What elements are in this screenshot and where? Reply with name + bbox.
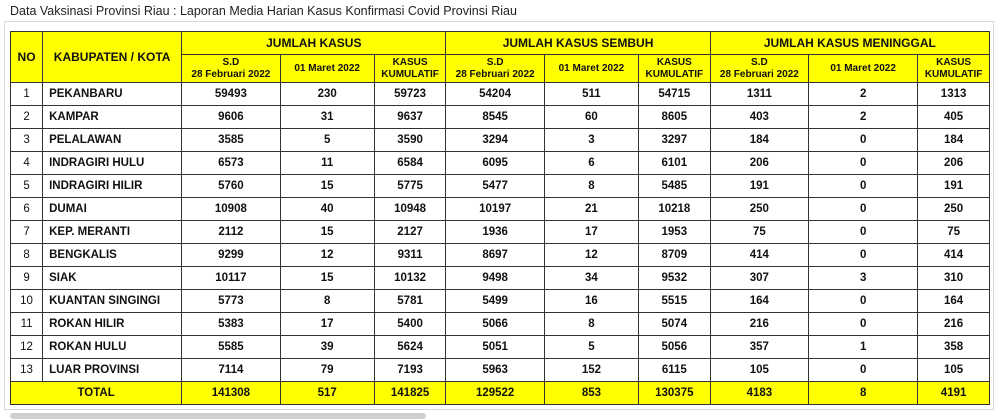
kasus-sd-cell: 10117 (182, 267, 280, 290)
table-row (11, 267, 990, 290)
sembuh-kumulatif-cell: 6101 (638, 152, 710, 175)
subheader-text: S.D (222, 56, 240, 68)
sembuh-kumulatif-cell: 8709 (638, 244, 710, 267)
kasus-sd-cell: 3585 (182, 129, 280, 152)
kasus-harian-cell: 230 (280, 83, 374, 106)
sembuh-sd-cell: 9498 (446, 267, 544, 290)
meninggal-kumulatif-cell: 184 (918, 129, 990, 152)
meninggal-harian-cell: 0 (809, 244, 918, 267)
sembuh-harian-cell: 21 (544, 198, 638, 221)
subheader-kumulatif-2 (918, 55, 990, 83)
subheader-text: KUMULATIF (645, 68, 704, 80)
table-row (11, 106, 990, 129)
header-group-jumlah-kasus: JUMLAH KASUS (182, 32, 446, 55)
header-no: NO (11, 32, 43, 83)
table-row (11, 244, 990, 267)
table-body (11, 83, 990, 405)
meninggal-kumulatif-cell: 105 (918, 359, 990, 382)
kasus-kumulatif-cell: 7193 (374, 359, 446, 382)
kasus-sd-cell: 5383 (182, 313, 280, 336)
subheader-sd-0 (182, 55, 280, 83)
header-kabupaten: KABUPATEN / KOTA (43, 32, 182, 83)
meninggal-kumulatif-cell: 75 (918, 221, 990, 244)
meninggal-harian-cell: 0 (809, 221, 918, 244)
sembuh-sd-cell: 8545 (446, 106, 544, 129)
sembuh-kumulatif-cell: 3297 (638, 129, 710, 152)
subheader-text: KASUS (936, 56, 972, 68)
row-number: 11 (11, 313, 43, 336)
sembuh-kumulatif-cell: 5074 (638, 313, 710, 336)
sembuh-kumulatif-cell: 8605 (638, 106, 710, 129)
subheader-text: KUMULATIF (381, 68, 439, 80)
total-meninggal-harian-cell: 8 (809, 382, 918, 405)
kasus-kumulatif-cell: 5781 (374, 290, 446, 313)
sembuh-kumulatif-cell: 5485 (638, 175, 710, 198)
kasus-harian-cell: 39 (280, 336, 374, 359)
page-caption: Data Vaksinasi Provinsi Riau : Laporan Media Harian Kasus Konfirmasi Covid Provinsi Riau (10, 4, 517, 18)
meninggal-harian-cell: 2 (809, 106, 918, 129)
kasus-harian-cell: 40 (280, 198, 374, 221)
kasus-harian-cell: 31 (280, 106, 374, 129)
subheader-text: KASUS (392, 56, 428, 68)
total-label: TOTAL (11, 382, 182, 405)
meninggal-sd-cell: 357 (710, 336, 808, 359)
row-number: 13 (11, 359, 43, 382)
meninggal-harian-cell: 0 (809, 359, 918, 382)
subheader-daily-1 (544, 55, 638, 83)
sembuh-harian-cell: 60 (544, 106, 638, 129)
sembuh-sd-cell: 5066 (446, 313, 544, 336)
meninggal-harian-cell: 3 (809, 267, 918, 290)
subheader-daily-2 (809, 55, 918, 83)
total-kasus-sd-cell: 141308 (182, 382, 280, 405)
sembuh-sd-cell: 5499 (446, 290, 544, 313)
table-row (11, 359, 990, 382)
sembuh-sd-cell: 8697 (446, 244, 544, 267)
total-sembuh-harian-cell: 853 (544, 382, 638, 405)
sembuh-harian-cell: 8 (544, 313, 638, 336)
sembuh-sd-cell: 3294 (446, 129, 544, 152)
kasus-kumulatif-cell: 5775 (374, 175, 446, 198)
sembuh-kumulatif-cell: 5515 (638, 290, 710, 313)
kabupaten-name: LUAR PROVINSI (43, 359, 182, 382)
sembuh-sd-cell: 5051 (446, 336, 544, 359)
meninggal-sd-cell: 105 (710, 359, 808, 382)
kasus-sd-cell: 5773 (182, 290, 280, 313)
kasus-harian-cell: 12 (280, 244, 374, 267)
kasus-kumulatif-cell: 5624 (374, 336, 446, 359)
sembuh-harian-cell: 12 (544, 244, 638, 267)
subheader-daily-0 (280, 55, 374, 83)
row-number: 6 (11, 198, 43, 221)
sembuh-sd-cell: 5963 (446, 359, 544, 382)
total-meninggal-kumulatif-cell: 4191 (918, 382, 990, 405)
subheader-sd-1 (446, 55, 544, 83)
kasus-kumulatif-cell: 59723 (374, 83, 446, 106)
meninggal-harian-cell: 0 (809, 129, 918, 152)
subheader-text: 28 Februari 2022 (455, 68, 535, 80)
meninggal-kumulatif-cell: 250 (918, 198, 990, 221)
meninggal-kumulatif-cell: 1313 (918, 83, 990, 106)
kasus-sd-cell: 9299 (182, 244, 280, 267)
sembuh-harian-cell: 17 (544, 221, 638, 244)
table-row (11, 313, 990, 336)
row-number: 9 (11, 267, 43, 290)
subheader-text: S.D (486, 56, 504, 68)
kasus-kumulatif-cell: 3590 (374, 129, 446, 152)
table-row (11, 83, 990, 106)
meninggal-kumulatif-cell: 405 (918, 106, 990, 129)
horizontal-scrollbar[interactable] (10, 413, 426, 419)
total-meninggal-sd-cell: 4183 (710, 382, 808, 405)
meninggal-sd-cell: 250 (710, 198, 808, 221)
covid-data-table (10, 31, 990, 405)
total-sembuh-sd-cell: 129522 (446, 382, 544, 405)
kasus-sd-cell: 5585 (182, 336, 280, 359)
row-number: 3 (11, 129, 43, 152)
row-number: 8 (11, 244, 43, 267)
kasus-kumulatif-cell: 10132 (374, 267, 446, 290)
meninggal-sd-cell: 75 (710, 221, 808, 244)
sembuh-kumulatif-cell: 54715 (638, 83, 710, 106)
sembuh-sd-cell: 1936 (446, 221, 544, 244)
meninggal-kumulatif-cell: 164 (918, 290, 990, 313)
meninggal-sd-cell: 1311 (710, 83, 808, 106)
meninggal-harian-cell: 0 (809, 198, 918, 221)
meninggal-harian-cell: 0 (809, 152, 918, 175)
kasus-harian-cell: 17 (280, 313, 374, 336)
kasus-sd-cell: 6573 (182, 152, 280, 175)
meninggal-kumulatif-cell: 310 (918, 267, 990, 290)
kabupaten-name: PELALAWAN (43, 129, 182, 152)
row-number: 5 (11, 175, 43, 198)
kasus-kumulatif-cell: 9637 (374, 106, 446, 129)
subheader-text: 01 Maret 2022 (294, 62, 360, 74)
kasus-sd-cell: 5760 (182, 175, 280, 198)
subheader-kumulatif-1 (638, 55, 710, 83)
meninggal-harian-cell: 1 (809, 336, 918, 359)
subheader-text: 28 Februari 2022 (191, 68, 271, 80)
kabupaten-name: DUMAI (43, 198, 182, 221)
kabupaten-name: ROKAN HULU (43, 336, 182, 359)
total-kasus-harian-cell: 517 (280, 382, 374, 405)
kasus-harian-cell: 11 (280, 152, 374, 175)
kasus-harian-cell: 79 (280, 359, 374, 382)
table-row (11, 290, 990, 313)
kasus-kumulatif-cell: 2127 (374, 221, 446, 244)
meninggal-kumulatif-cell: 216 (918, 313, 990, 336)
meninggal-sd-cell: 403 (710, 106, 808, 129)
kasus-kumulatif-cell: 5400 (374, 313, 446, 336)
sembuh-kumulatif-cell: 1953 (638, 221, 710, 244)
kabupaten-name: KAMPAR (43, 106, 182, 129)
kasus-sd-cell: 9606 (182, 106, 280, 129)
table-row (11, 175, 990, 198)
subheader-text: 28 Februari 2022 (719, 68, 799, 80)
meninggal-kumulatif-cell: 191 (918, 175, 990, 198)
row-number: 12 (11, 336, 43, 359)
sembuh-sd-cell: 10197 (446, 198, 544, 221)
row-number: 10 (11, 290, 43, 313)
meninggal-sd-cell: 206 (710, 152, 808, 175)
kabupaten-name: BENGKALIS (43, 244, 182, 267)
subheader-kumulatif-0 (374, 55, 446, 83)
table-row (11, 198, 990, 221)
sembuh-harian-cell: 16 (544, 290, 638, 313)
kasus-harian-cell: 15 (280, 221, 374, 244)
sembuh-sd-cell: 6095 (446, 152, 544, 175)
kasus-kumulatif-cell: 10948 (374, 198, 446, 221)
meninggal-harian-cell: 0 (809, 175, 918, 198)
meninggal-sd-cell: 216 (710, 313, 808, 336)
header-group-kasus-sembuh: JUMLAH KASUS SEMBUH (446, 32, 710, 55)
kasus-kumulatif-cell: 6584 (374, 152, 446, 175)
kasus-harian-cell: 15 (280, 175, 374, 198)
sembuh-kumulatif-cell: 9532 (638, 267, 710, 290)
kasus-sd-cell: 2112 (182, 221, 280, 244)
kabupaten-name: PEKANBARU (43, 83, 182, 106)
meninggal-sd-cell: 414 (710, 244, 808, 267)
total-kasus-kumulatif-cell: 141825 (374, 382, 446, 405)
row-number: 1 (11, 83, 43, 106)
kabupaten-name: INDRAGIRI HULU (43, 152, 182, 175)
meninggal-harian-cell: 0 (809, 313, 918, 336)
subheader-text: KUMULATIF (924, 68, 983, 80)
meninggal-kumulatif-cell: 206 (918, 152, 990, 175)
kasus-kumulatif-cell: 9311 (374, 244, 446, 267)
meninggal-harian-cell: 2 (809, 83, 918, 106)
table-row (11, 221, 990, 244)
sembuh-sd-cell: 5477 (446, 175, 544, 198)
sembuh-kumulatif-cell: 10218 (638, 198, 710, 221)
meninggal-sd-cell: 184 (710, 129, 808, 152)
sembuh-harian-cell: 34 (544, 267, 638, 290)
row-number: 7 (11, 221, 43, 244)
meninggal-sd-cell: 191 (710, 175, 808, 198)
kabupaten-name: ROKAN HILIR (43, 313, 182, 336)
table-row (11, 336, 990, 359)
row-number: 4 (11, 152, 43, 175)
kabupaten-name: INDRAGIRI HILIR (43, 175, 182, 198)
sembuh-harian-cell: 6 (544, 152, 638, 175)
meninggal-harian-cell: 0 (809, 290, 918, 313)
kasus-sd-cell: 7114 (182, 359, 280, 382)
meninggal-kumulatif-cell: 414 (918, 244, 990, 267)
kabupaten-name: SIAK (43, 267, 182, 290)
header-group-kasus-meninggal: JUMLAH KASUS MENINGGAL (710, 32, 989, 55)
sembuh-harian-cell: 3 (544, 129, 638, 152)
row-number: 2 (11, 106, 43, 129)
subheader-text: 01 Maret 2022 (558, 62, 625, 74)
total-sembuh-kumulatif-cell: 130375 (638, 382, 710, 405)
subheader-text: S.D (751, 56, 768, 68)
table-row (11, 152, 990, 175)
kasus-sd-cell: 10908 (182, 198, 280, 221)
kasus-harian-cell: 15 (280, 267, 374, 290)
meninggal-sd-cell: 307 (710, 267, 808, 290)
sembuh-harian-cell: 8 (544, 175, 638, 198)
sembuh-harian-cell: 152 (544, 359, 638, 382)
kasus-sd-cell: 59493 (182, 83, 280, 106)
kabupaten-name: KEP. MERANTI (43, 221, 182, 244)
total-row (11, 382, 990, 405)
subheader-sd-2 (710, 55, 808, 83)
sembuh-harian-cell: 511 (544, 83, 638, 106)
sembuh-sd-cell: 54204 (446, 83, 544, 106)
table-row (11, 129, 990, 152)
meninggal-sd-cell: 164 (710, 290, 808, 313)
sembuh-kumulatif-cell: 5056 (638, 336, 710, 359)
subheader-text: KASUS (656, 56, 692, 68)
kabupaten-name: KUANTAN SINGINGI (43, 290, 182, 313)
sembuh-kumulatif-cell: 6115 (638, 359, 710, 382)
kasus-harian-cell: 5 (280, 129, 374, 152)
kasus-harian-cell: 8 (280, 290, 374, 313)
sembuh-harian-cell: 5 (544, 336, 638, 359)
subheader-text: 01 Maret 2022 (830, 62, 896, 74)
meninggal-kumulatif-cell: 358 (918, 336, 990, 359)
